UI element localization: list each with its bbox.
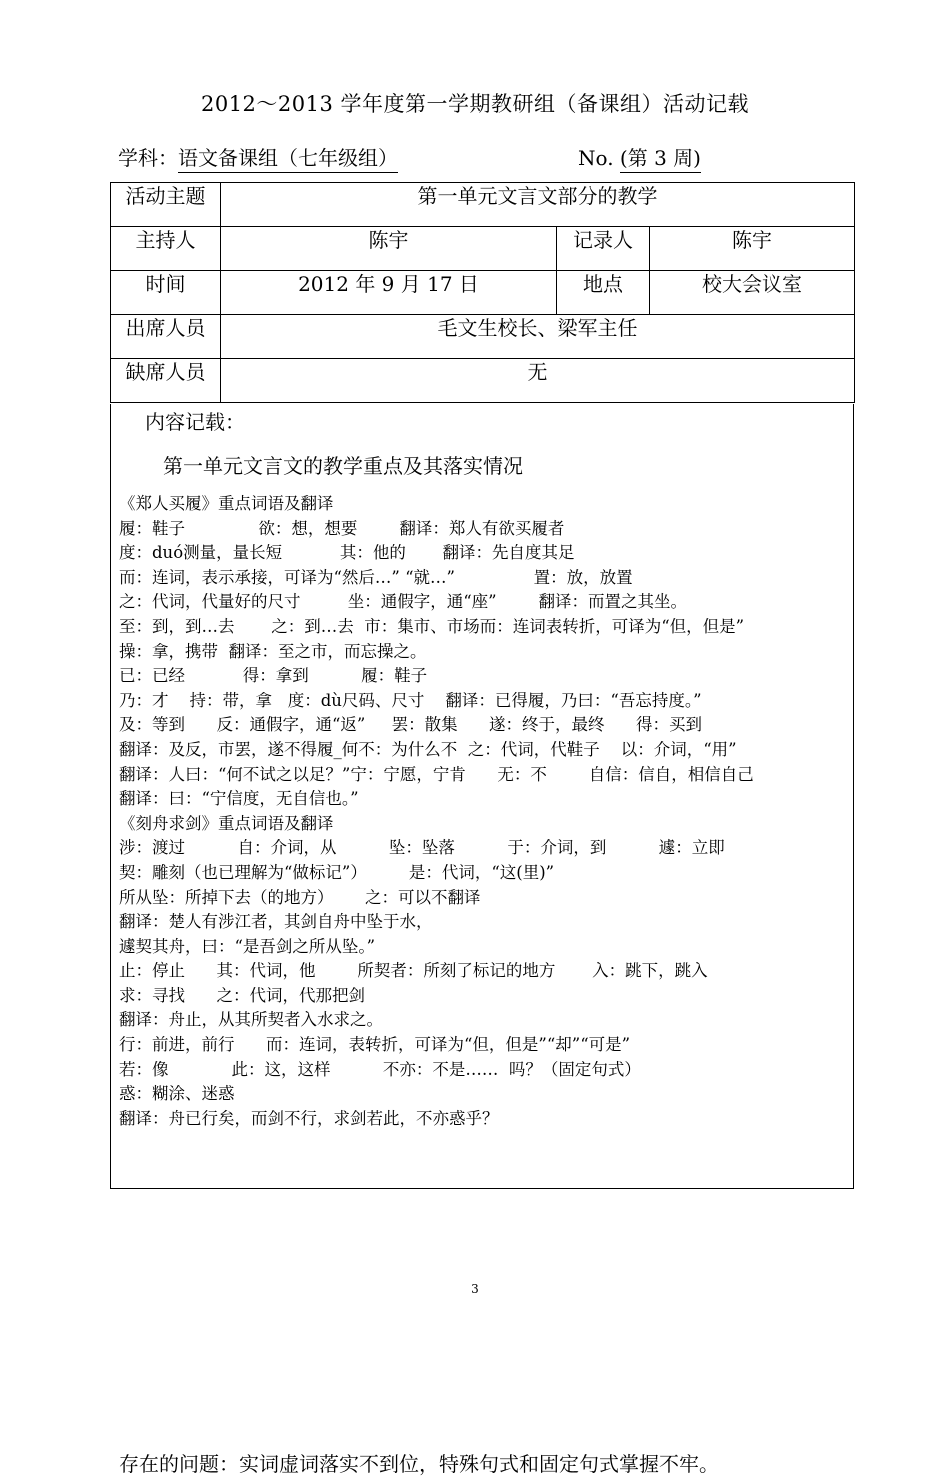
content-line: 所从坠：所掉下去（的地方） 之：可以不翻译 [119, 887, 481, 907]
page-number: 3 [471, 1282, 479, 1296]
content-line: 翻译：舟已行矣，而剑不行，求剑若此，不亦惑乎？ [119, 1108, 499, 1128]
content-line: 《刻舟求剑》重点词语及翻译 [119, 813, 334, 833]
host-label: 主持人 [111, 227, 221, 271]
problem-statement: 存在的问题：实词虚词落实不到位，特殊句式和固定句式掌握不牢。 [119, 1452, 719, 1476]
row-theme [111, 183, 855, 227]
content-line: 翻译：曰：“宁信度，无自信也。” [119, 789, 359, 809]
subject-value: 语文备课组（七年级组） [178, 146, 398, 173]
content-line: 乃：才 持：带，拿 度：dù尺码、尺寸 翻译：已得履，乃曰：“吾忘持度。” [119, 690, 702, 710]
no-value: (第 3 周) [620, 146, 701, 173]
recorder-value: 陈宇 [650, 227, 855, 271]
content-line: 度：duó测量，量长短 其：他的 翻译：先自度其足 [119, 543, 575, 563]
place-value: 校大会议室 [650, 271, 855, 315]
content-record-box [110, 404, 854, 1476]
present-value: 毛文生校长、梁军主任 [221, 315, 855, 359]
absent-label: 缺席人员 [111, 359, 221, 403]
content-line: 翻译：人曰：“何不试之以足？”宁：宁愿，宁肯 无：不 自信：信自，相信自己 [119, 764, 754, 784]
absent-value: 无 [221, 359, 855, 403]
content-line: 《郑人买履》重点词语及翻译 [119, 494, 334, 513]
row-absent [111, 359, 855, 403]
content-lines [119, 492, 851, 1131]
host-value: 陈宇 [221, 227, 557, 271]
content-line: 止：停止 其：代词，他 所契者：所刻了标记的地方 入：跳下，跳入 [119, 961, 708, 981]
content-line: 求：寻找 之：代词，代那把剑 [119, 985, 365, 1005]
time-label: 时间 [111, 271, 221, 315]
place-label: 地点 [557, 271, 650, 315]
content-line: 涉：渡过 自：介词，从 坠：坠落 于：介词，到 遽：立即 [119, 838, 725, 858]
row-host [111, 227, 855, 271]
content-line: 已：已经 得：拿到 履：鞋子 [119, 666, 428, 686]
activity-info-table [110, 182, 855, 403]
no-label: No. [578, 146, 614, 170]
week-number [578, 142, 701, 171]
document-title: 2012～2013 学年度第一学期教研组（备课组）活动记载 [200, 92, 750, 116]
subject-label: 学科： [118, 146, 178, 170]
content-label: 内容记载： [145, 410, 245, 434]
content-line: 遽契其舟，曰：“是吾剑之所从坠。” [119, 936, 376, 956]
recorder-label: 记录人 [557, 227, 650, 271]
content-line: 惑：糊涂、迷惑 [119, 1084, 235, 1104]
present-label: 出席人员 [111, 315, 221, 359]
content-line: 翻译：及反，市罢，遂不得履_何不：为什么不 之：代词，代鞋子 以：介词，“用” [119, 739, 737, 759]
theme-value: 第一单元文言文部分的教学 [221, 183, 855, 227]
content-line: 之：代词，代量好的尺寸 坐：通假字，通“座” 翻译：而置之其坐。 [119, 592, 688, 612]
content-line: 若：像 此：这，这样 不亦：不是…… 吗？（固定句式） [119, 1059, 641, 1079]
subject-line [118, 142, 398, 171]
content-line: 至：到，到…去 之：到…去 市：集市、市场而：连词表转折，可译为“但，但是” [119, 616, 745, 636]
content-line: 及：等到 反：通假字，通“返” 罢：散集 遂：终于，最终 得：买到 [119, 715, 703, 735]
content-heading: 第一单元文言文的教学重点及其落实情况 [163, 454, 523, 478]
content-line: 契：雕刻（也已理解为“做标记”） 是：代词，“这(里)” [119, 862, 555, 882]
content-line: 行：前进，前行 而：连词，表转折，可译为“但，但是”“却”“可是” [119, 1035, 631, 1055]
time-value: 2012 年 9 月 17 日 [221, 271, 557, 315]
theme-label: 活动主题 [111, 183, 221, 227]
content-line: 而：连词，表示承接，可译为“然后…” “就…” 置：放，放置 [119, 567, 633, 587]
content-line: 履：鞋子 欲：想，想要 翻译：郑人有欲买履者 [119, 518, 565, 538]
content-line: 翻译：楚人有涉江者，其剑自舟中坠于水， [119, 912, 433, 932]
content-line: 翻译：舟止，从其所契者入水求之。 [119, 1010, 383, 1030]
content-line: 操：拿，携带 翻译：至之市，而忘操之。 [119, 641, 427, 661]
row-present [111, 315, 855, 359]
row-time [111, 271, 855, 315]
